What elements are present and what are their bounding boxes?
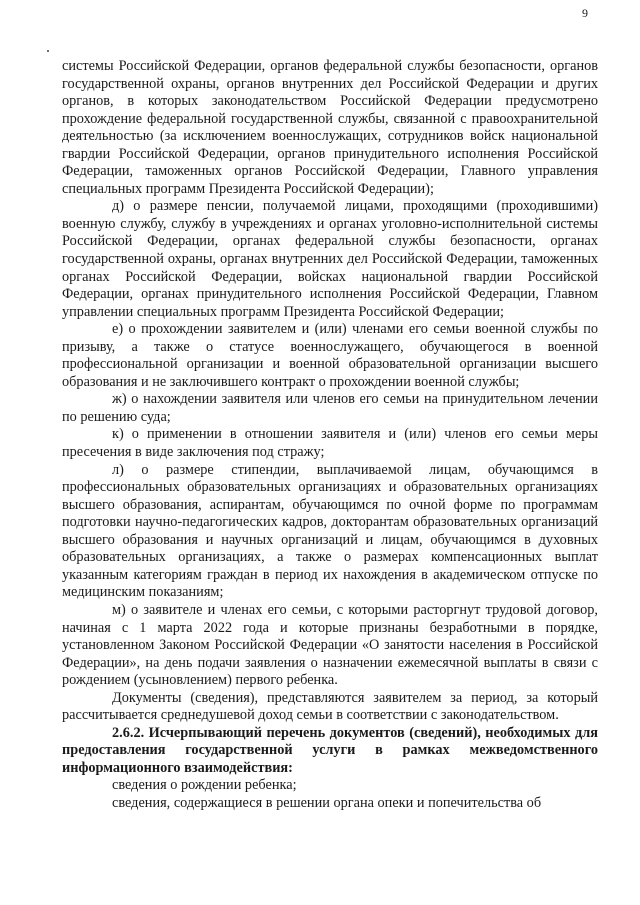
section-heading-2-6-2: 2.6.2. Исчерпывающий перечень документов (сведений), необходимых для предоставления государственной услуги в рамках межведомственного информационного взаимодействия: (62, 724, 598, 776)
paragraph-continuation: системы Российской Федерации, органов федеральной службы безопасности, органов государственной охраны, органов внутренних дел Российской Федерации и других органов, в которых законодательством Российской Федерации предусмотрено прохождение федеральной государственной службы, связанной с правоохранительной деятельностью (за исключением военнослужащих, сотрудников войск национальной гвардии Российской Федерации, органов принудительного исполнения Российской Федерации, таможенных органов Российской Федерации, Главного управления специальных программ Президента Российской Федерации); (62, 58, 598, 197)
paragraph-documents-period: Документы (сведения), представляются заявителем за период, за который рассчитывается среднедушевой доход семьи в соответствии с законодательством. (62, 689, 598, 724)
paragraph-m: м) о заявителе и членах его семьи, с которыми расторгнут трудовой договор, начиная с 1 марта 2022 года и которые признаны безработными в порядке, установленном Законом Российской Федерации «О занятости населения в Российской Федерации», на день подачи заявления о назначении ежемесячной выплаты в связи с рождением (усыновлением) первого ребенка. (62, 601, 598, 689)
paragraph-k: к) о применении в отношении заявителя и (или) членов его семьи меры пресечения в виде заключения под стражу; (62, 426, 598, 461)
paragraph-birth-info: сведения о рождении ребенка; (112, 777, 297, 794)
paragraph-d: д) о размере пенсии, получаемой лицами, проходящими (проходившими) военную службу, службу в учреждениях и органах уголовно-исполнительной системы Российской Федерации, органах федеральной службы безопасности, органах государственной охраны, органах внутренних дел Российской Федерации, таможенных органах Российской Федерации, войсках национальной гвардии Российской Федерации, органах принудительного исполнения Российской Федерации, Главном управлении специальных программ Президента Российской Федерации; (62, 198, 598, 320)
page-number: 9 (582, 6, 588, 20)
margin-dot (47, 50, 49, 52)
paragraph-guardianship-info: сведения, содержащиеся в решении органа опеки и попечительства об (112, 794, 542, 811)
paragraph-l: л) о размере стипендии, выплачиваемой лицам, обучающимся в профессиональных образовательных организациях и образовательных организациях высшего образования, аспирантам, обучающимся по очной форме по программам подготовки научно-педагогических кадров, докторантам образовательных организаций высшего образования и научных организаций и лицам, обучающимся в духовных образовательных организациях, а также о размерах компенсационных выплат указанным категориям граждан в период их нахождения в академическом отпуске по медицинским показаниям; (62, 461, 598, 601)
paragraph-e: е) о прохождении заявителем и (или) членами его семьи военной службы по призыву, а также о статусе военнослужащего, обучающегося в военной профессиональной организации и военной образовательной организации высшего образования и не заключившего контракт о прохождении военной службы; (62, 321, 598, 390)
paragraph-zh: ж) о нахождении заявителя или членов его семьи на принудительном лечении по решению суда; (62, 391, 598, 425)
document-body (62, 58, 598, 813)
